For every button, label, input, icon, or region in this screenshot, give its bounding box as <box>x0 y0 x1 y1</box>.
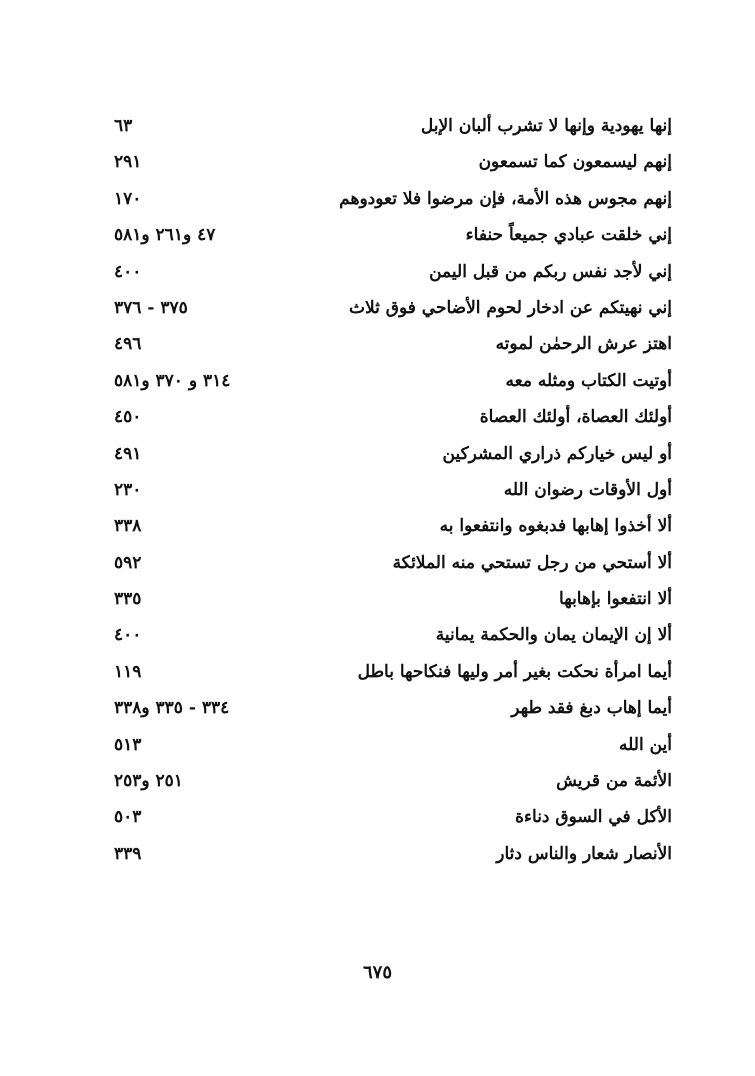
entry-pages: ٤٠٠ <box>114 625 142 646</box>
list-item <box>100 838 680 874</box>
list-item <box>100 547 680 583</box>
entry-text: اهتز عرش الرحمٰن لموته <box>495 334 672 355</box>
entry-text: أولئك العصاة، أولئك العصاة <box>479 407 672 428</box>
entry-text: ألا أستحي من رجل تستحي منه الملائكة <box>392 552 672 573</box>
list-item <box>100 146 680 182</box>
list-item <box>100 438 680 474</box>
list-item <box>100 365 680 401</box>
entry-text: ألا انتفعوا بإهابها <box>559 589 672 610</box>
hadith-index-list <box>100 110 680 874</box>
entry-text: أيما إهاب دبغ فقد طهر <box>511 698 672 719</box>
list-item <box>100 729 680 765</box>
entry-pages: ٣٣٤ - ٣٣٥ و٣٣٨ <box>114 698 230 719</box>
entry-pages: ٣١٤ و ٣٧٠ و٥٨١ <box>114 370 231 391</box>
list-item <box>100 110 680 146</box>
page-number: ٦٧٥ <box>362 962 392 983</box>
list-item <box>100 583 680 619</box>
entry-text: الأنصار شعار والناس دثار <box>496 843 672 864</box>
entry-text: الأئمة من قريش <box>556 771 672 792</box>
list-item <box>100 183 680 219</box>
entry-pages: ٣٣٩ <box>114 843 142 864</box>
list-item <box>100 401 680 437</box>
entry-text: إني خلقت عبادي جميعاً حنفاء <box>465 225 672 246</box>
entry-pages: ٥٠٣ <box>114 807 142 828</box>
entry-text: إني لأجد نفس ربكم من قبل اليمن <box>429 261 672 282</box>
entry-text: إنها يهودية وإنها لا تشرب ألبان الإبل <box>420 116 672 136</box>
entry-pages: ١٧٠ <box>114 188 142 209</box>
list-item <box>100 474 680 510</box>
entry-pages: ٣٧٥ - ٣٧٦ <box>114 297 188 318</box>
entry-text: إنهم ليسمعون كما تسمعون <box>478 152 672 173</box>
list-item <box>100 256 680 292</box>
entry-text: إنهم مجوس هذه الأمة، فإن مرضوا فلا تعودوهم <box>339 188 672 209</box>
list-item <box>100 328 680 364</box>
list-item <box>100 510 680 546</box>
entry-text: ألا إن الإيمان يمان والحكمة يمانية <box>435 625 672 646</box>
entry-pages: ٤٩٦ <box>114 334 142 355</box>
entry-pages: ٤٠٠ <box>114 261 142 282</box>
entry-pages: ٣٣٨ <box>114 516 142 537</box>
entry-pages: ٢٩١ <box>114 152 142 173</box>
entry-pages: ٤٥٠ <box>114 407 142 428</box>
entry-text: أول الأوقات رضوان الله <box>503 479 672 500</box>
list-item <box>100 656 680 692</box>
entry-pages: ٤٧ و٢٦١ و٥٨١ <box>114 225 216 246</box>
entry-pages: ٦٣ <box>114 116 133 136</box>
entry-text: أيما امرأة نحكت بغير أمر وليها فنكاحها باطل <box>357 661 672 682</box>
entry-text: الأكل في السوق دناءة <box>515 807 672 828</box>
entry-pages: ٤٩١ <box>114 443 142 464</box>
entry-text: أو ليس خياركم ذراري المشركين <box>442 443 672 464</box>
list-item <box>100 765 680 801</box>
entry-pages: ٣٣٥ <box>114 589 142 610</box>
entry-pages: ٢٣٠ <box>114 479 142 500</box>
list-item <box>100 219 680 255</box>
list-item <box>100 801 680 837</box>
entry-pages: ٢٥١ و٢٥٣ <box>114 771 183 792</box>
entry-pages: ٥١٣ <box>114 734 142 755</box>
list-item <box>100 292 680 328</box>
entry-text: أين الله <box>619 734 672 755</box>
entry-text: ألا أخذوا إهابها فدبغوه وانتفعوا به <box>439 516 672 537</box>
list-item <box>100 692 680 728</box>
entry-pages: ٥٩٢ <box>114 552 142 573</box>
entry-pages: ١١٩ <box>114 661 142 682</box>
entry-text: أوتيت الكتاب ومثله معه <box>505 370 672 391</box>
entry-text: إني نهيتكم عن ادخار لحوم الأضاحي فوق ثلاث <box>348 297 672 318</box>
list-item <box>100 619 680 655</box>
